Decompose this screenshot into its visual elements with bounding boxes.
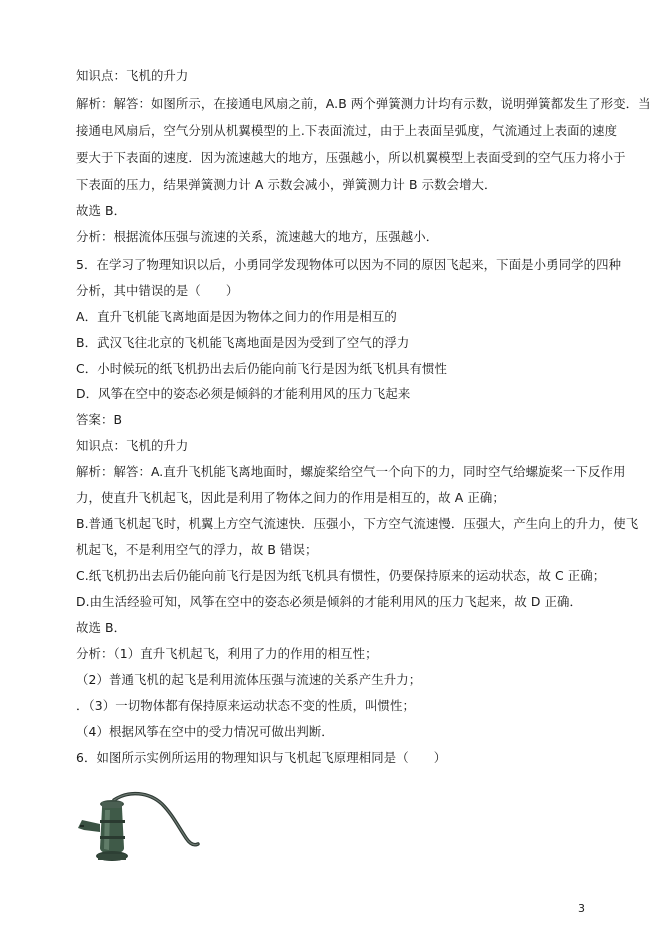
option-a: A．直升飞机能飞离地面是因为物体之间力的作用是相互的: [76, 309, 397, 324]
analysis-line: B.普通飞机起飞时，机翼上方空气流速快．压强小，下方空气流速慢．压强大，产生向上的升力，使飞: [76, 516, 639, 531]
answer-choice-line: 故选 B．: [76, 620, 127, 635]
answer-choice-line: 故选 B．: [76, 203, 127, 218]
analysis-line: 解析：解答：A.直升飞机能飞离地面时，螺旋桨给空气一个向下的力，同时空气给螺旋桨一下反作用: [76, 464, 626, 479]
analysis-line: 要大于下表面的速度．因为流速越大的地方，压强越小，所以机翼模型上表面受到的空气压力将小于: [76, 150, 626, 165]
analysis-line: 机起飞，不是利用空气的浮力，故 B 错误；: [76, 542, 318, 557]
analysis-line: C.纸飞机扔出去后仍能向前飞行是因为纸飞机具有惯性，仍要保持原来的运动状态，故 C 正确；: [76, 568, 606, 583]
analysis-line: 下表面的压力，结果弹簧测力计 A 示数会减小，弹簧测力计 B 示数会增大．: [76, 177, 497, 192]
option-c: C．小时候玩的纸飞机扔出去后仍能向前飞行是因为纸飞机具有惯性: [76, 361, 447, 376]
knowledge-point-line: 知识点：飞机的升力: [76, 438, 189, 453]
analysis-line: D.由生活经验可知，风筝在空中的姿态必须是倾斜的才能利用风的压力飞起来，故 D 正确．: [76, 594, 583, 609]
summary-line: ．（3）一切物体都有保持原来运动状态不变的性质，叫惯性；: [76, 698, 416, 713]
analysis-line: 接通电风扇后，空气分别从机翼模型的上.下表面流过，由于上表面呈弧度，气流通过上表面的速度: [76, 123, 618, 138]
summary-line: 分析：根据流体压强与流速的关系，流速越大的地方，压强越小．: [76, 229, 439, 244]
hand-pump-illustration: [74, 786, 204, 866]
option-b: B．武汉飞往北京的飞机能飞离地面是因为受到了空气的浮力: [76, 335, 410, 350]
option-d: D．风筝在空中的姿态必须是倾斜的才能利用风的压力飞起来: [76, 386, 411, 401]
question-5-line: 分析，其中错误的是（ ）: [76, 283, 239, 298]
summary-line: （4）根据风筝在空中的受力情况可做出判断．: [76, 724, 334, 739]
question-5-line: 5．在学习了物理知识以后，小勇同学发现物体可以因为不同的原因飞起来，下面是小勇同学的四种: [76, 257, 622, 272]
answer-line: 答案：B: [76, 412, 123, 427]
summary-line: 分析：（1）直升飞机起飞，利用了力的作用的相互性；: [76, 646, 378, 661]
summary-line: （2）普通飞机的起飞是利用流体压强与流速的关系产生升力；: [76, 672, 422, 687]
analysis-line: 解析：解答：如图所示，在接通电风扇之前，A.B 两个弹簧测力计均有示数，说明弹簧都发生了形变．当: [76, 96, 651, 111]
question-6-line: 6．如图所示实例所运用的物理知识与飞机起飞原理相同是（ ）: [76, 750, 447, 765]
page-number: 3: [578, 902, 585, 915]
knowledge-point-line: 知识点：飞机的升力: [76, 68, 189, 83]
analysis-line: 力，使直升飞机起飞，因此是利用了物体之间力的作用是相互的，故 A 正确；: [76, 490, 505, 505]
